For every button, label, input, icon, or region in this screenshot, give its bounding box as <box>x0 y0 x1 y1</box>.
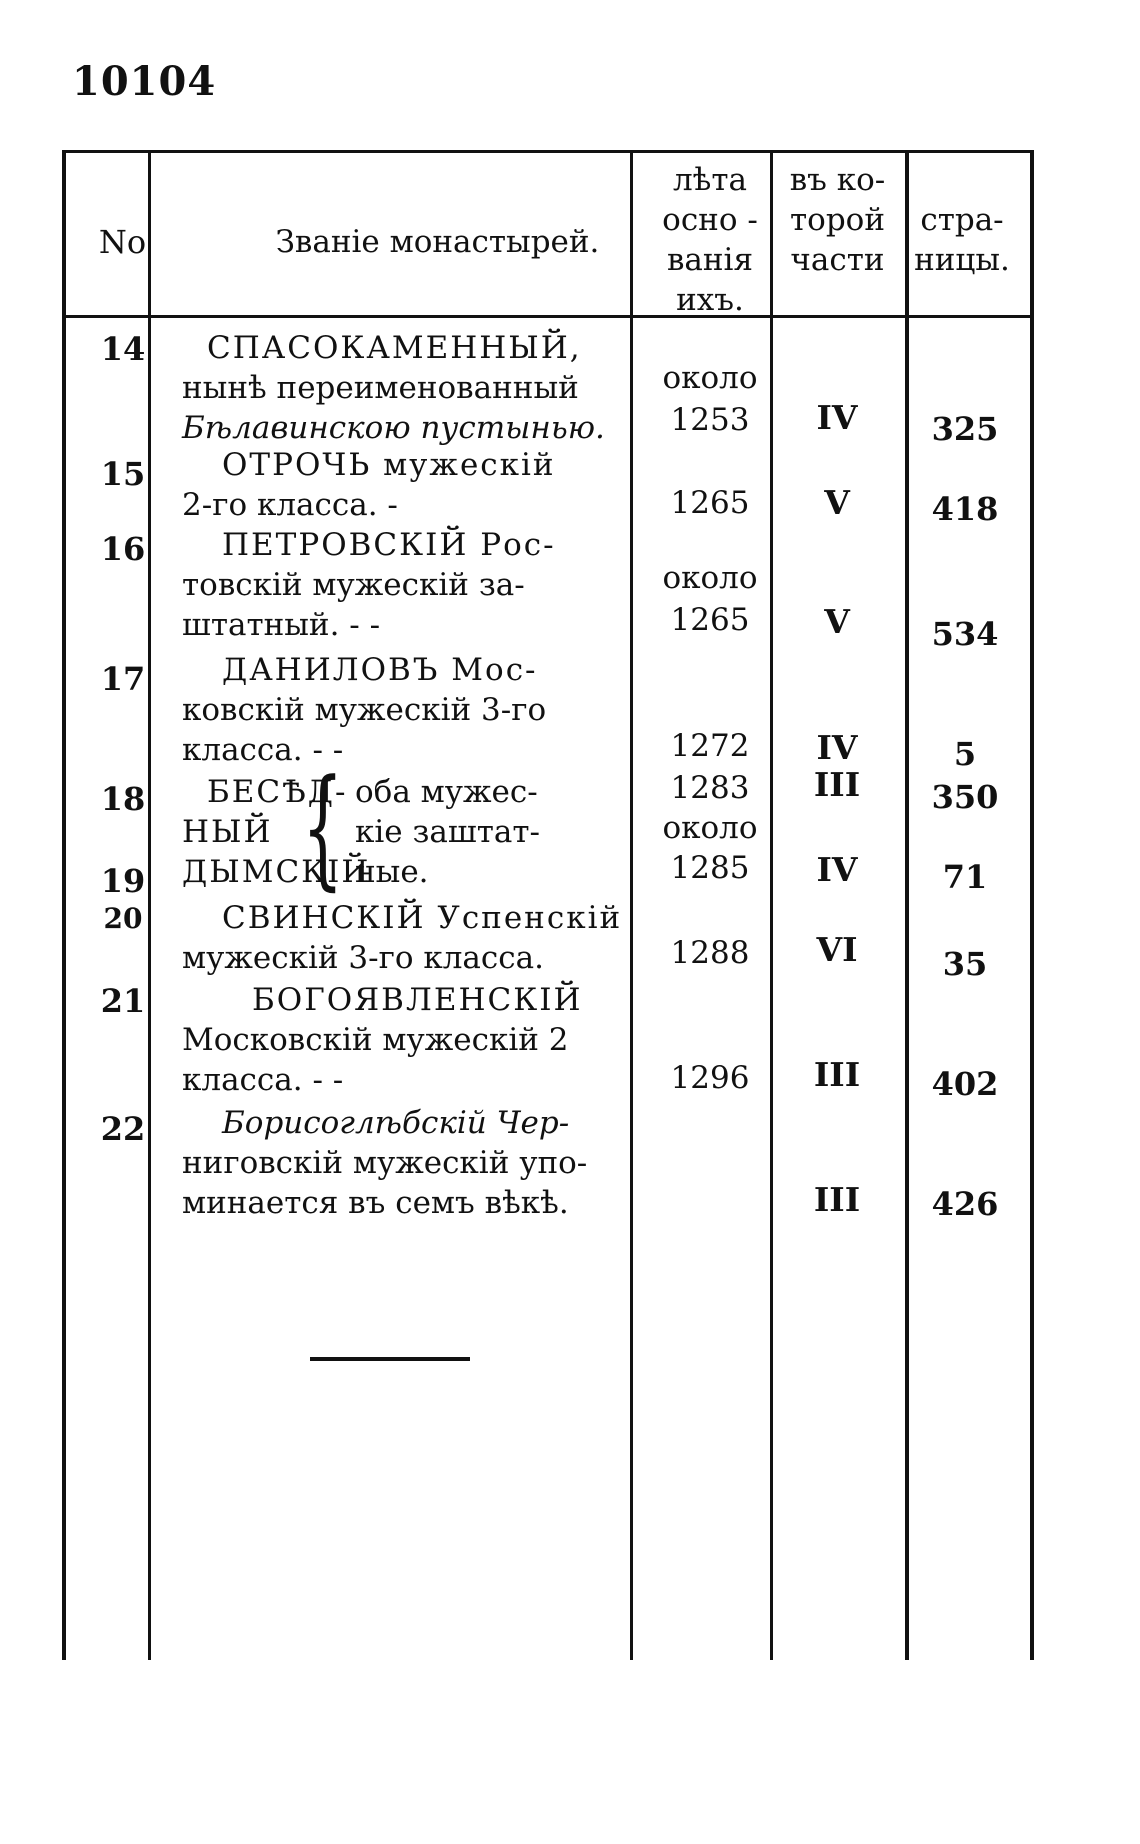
founding-year-note: около <box>662 810 758 846</box>
brace-note: оба мужес- <box>355 774 538 810</box>
header-bottom-rule <box>62 315 1032 318</box>
row-number: 19 <box>100 862 146 900</box>
monastery-name: БЕСѢД- <box>207 774 348 810</box>
monastery-description: мужескій 3-го класса. <box>182 940 544 976</box>
monastery-description: ковскій мужескій 3-го <box>182 692 547 728</box>
page-value: 350 <box>931 778 999 816</box>
part-value: III <box>813 765 861 804</box>
part-value: IV <box>816 398 858 437</box>
header-monastery-name: Званіе монастырей. <box>275 224 600 260</box>
page-value: 325 <box>931 410 999 448</box>
page-value: 426 <box>931 1185 999 1223</box>
header-part: въ ко- торой части <box>789 162 886 278</box>
part-value: V <box>824 483 850 522</box>
part-value: V <box>824 602 850 641</box>
header-number: No <box>98 223 147 261</box>
monastery-description: Бѣлавинскою пустынью. <box>182 410 605 446</box>
row-number: 22 <box>100 1110 146 1148</box>
founding-year-note: около <box>662 360 758 396</box>
end-rule <box>310 1357 470 1361</box>
founding-year: 1283 <box>670 770 750 806</box>
monastery-name: ДАНИЛОВЪ Мос- <box>222 652 538 688</box>
table-border-left <box>62 150 66 1660</box>
monastery-name: СПАСОКАМЕННЫЙ, <box>207 330 582 366</box>
monastery-description: минается въ семъ вѣкѣ. <box>182 1185 569 1221</box>
row-number: 15 <box>100 455 146 493</box>
row-number: 20 <box>103 902 143 935</box>
monastery-table <box>70 150 1035 1660</box>
monastery-name: ПЕТРОВСКІЙ Рос- <box>222 527 556 563</box>
monastery-description: товскій мужескій за- <box>182 567 525 603</box>
page-value: 418 <box>931 490 999 528</box>
monastery-description: класса. - - <box>182 1062 344 1098</box>
table-border-right <box>1030 150 1034 1660</box>
header-top-rule <box>62 150 1032 153</box>
row-number: 21 <box>100 982 146 1020</box>
monastery-name: СВИНСКІЙ Успенскій <box>222 900 623 936</box>
monastery-description: нынѣ переименованный <box>182 370 579 406</box>
part-value: III <box>813 1055 861 1094</box>
header-page: стра- ницы. <box>914 202 1010 278</box>
founding-year: 1272 <box>670 728 750 764</box>
part-value: IV <box>816 850 858 889</box>
founding-year: 1285 <box>670 850 750 886</box>
row-number: 17 <box>100 660 146 698</box>
founding-year: 1253 <box>670 402 750 438</box>
monastery-name: ОТРОЧЬ мужескій <box>222 447 556 483</box>
founding-year: 1296 <box>670 1060 750 1096</box>
part-value: III <box>813 1180 861 1219</box>
column-divider <box>905 150 909 1660</box>
page-value: 402 <box>931 1065 999 1103</box>
row-number: 16 <box>100 530 146 568</box>
header-founding-year: лѣта осно - ванія ихъ. <box>662 162 758 318</box>
part-value: VI <box>816 930 858 969</box>
page-value: 35 <box>942 945 988 983</box>
founding-year-note: около <box>662 560 758 596</box>
monastery-description: ниговскій мужескій упо- <box>182 1145 588 1181</box>
monastery-name: НЫЙ <box>182 814 273 850</box>
part-value: IV <box>816 728 858 767</box>
brace-symbol: { <box>302 751 344 903</box>
monastery-description: Московскій мужескій 2 <box>182 1022 569 1058</box>
monastery-description: штатный. - - <box>182 607 381 643</box>
founding-year: 1265 <box>670 485 750 521</box>
page-value: 534 <box>931 615 999 653</box>
founding-year: 1265 <box>670 602 750 638</box>
page-number: 10104 <box>72 58 217 105</box>
brace-note: кіе заштат- <box>355 814 540 850</box>
monastery-description: 2-го класса. - <box>182 487 398 523</box>
brace-note: ные. <box>355 854 429 890</box>
row-number: 18 <box>100 780 146 818</box>
row-number: 14 <box>100 330 146 368</box>
monastery-name: ДЫМСКІЙ <box>182 854 371 890</box>
founding-year: 1288 <box>670 935 750 971</box>
monastery-description: класса. - - <box>182 732 344 768</box>
monastery-name: Борисоглѣбскій Чер- <box>222 1105 570 1141</box>
page-value: 5 <box>953 735 977 773</box>
monastery-name: БОГОЯВЛЕНСКІЙ <box>252 982 583 1018</box>
page-value: 71 <box>942 858 988 896</box>
